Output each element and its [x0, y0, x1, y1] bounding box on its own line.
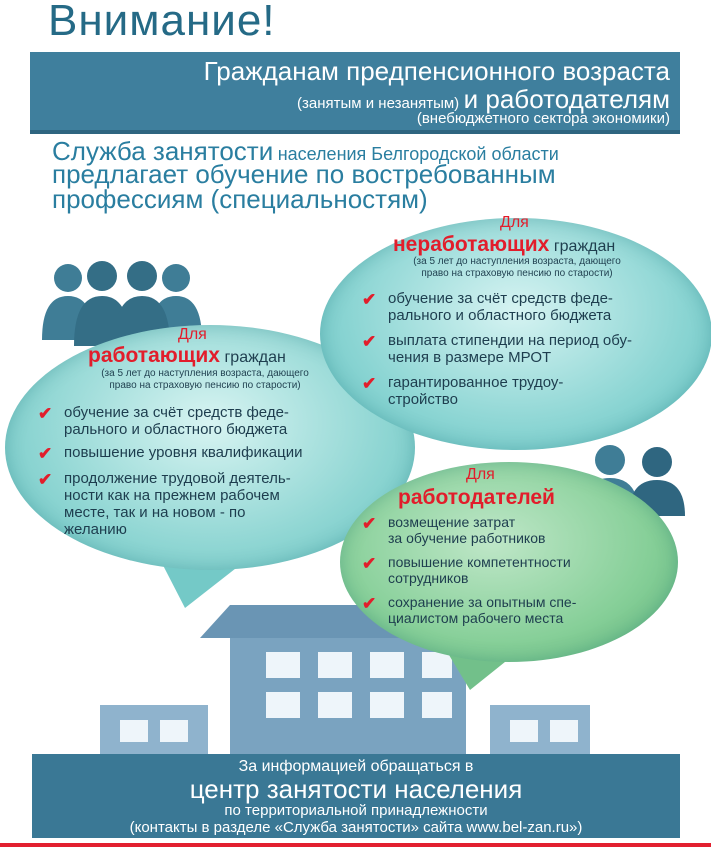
footer-line-4: (контакты в разделе «Служба занятости» сайта www.bel-zan.ru») — [129, 819, 583, 836]
band-line-1: Гражданам предпенсионного возраста — [203, 56, 670, 86]
item-line: циалистом рабочего места — [388, 610, 564, 626]
item-line: стройство — [388, 391, 458, 408]
band-line-2-small: (занятым и незанятым) — [297, 95, 460, 112]
item-line: за обучение работников — [388, 530, 546, 546]
footer-line-3: по территориальной принадлежности — [224, 802, 488, 819]
item-line: обучение за счёт средств феде- — [388, 290, 613, 307]
check-icon: ✔ — [38, 404, 53, 423]
working-note-line-2: право на страховую пенсию по старости) — [109, 380, 301, 391]
page-title: Внимание! — [48, 0, 276, 45]
check-icon: ✔ — [362, 290, 377, 309]
item-line: возмещение затрат — [388, 514, 516, 530]
check-icon: ✔ — [362, 554, 377, 573]
item-line: месте, так и на новом - по — [64, 504, 246, 521]
working-note — [60, 368, 350, 392]
footer-line-2: центр занятости населения — [189, 774, 523, 804]
nonworking-header — [393, 233, 615, 257]
working-citizens: граждан — [224, 349, 286, 366]
check-icon: ✔ — [362, 594, 377, 613]
item-line: сотрудников — [388, 570, 469, 586]
working-note-line-1: (за 5 лет до наступления возраста, дающего — [101, 368, 309, 379]
offer-part-2: населения Белгородской области — [277, 144, 559, 164]
item-line: гарантированное трудоу- — [388, 374, 564, 391]
item-line: повышение уровня квалификации — [64, 444, 303, 461]
nonworking-note — [372, 256, 662, 280]
item-line: желанию — [64, 521, 127, 538]
item-line: повышение компетентности — [388, 554, 571, 570]
working-header — [88, 344, 286, 368]
item-line: чения в размере МРОТ — [388, 349, 552, 366]
footer-band — [32, 754, 680, 838]
nonworking-for-label: Для — [500, 214, 529, 231]
offer-part-1: Служба занятости — [52, 136, 274, 166]
item-line: сохранение за опытным спе- — [388, 594, 577, 610]
band-line-2-big: и работодателям — [463, 84, 670, 114]
employers-for-label: Для — [466, 466, 495, 483]
item-line: обучение за счёт средств феде- — [64, 404, 289, 421]
band-line-3: (внебюджетного сектора экономики) — [416, 110, 670, 127]
item-line: выплата стипендии на период обу- — [388, 332, 633, 349]
working-group: работающих — [88, 344, 220, 367]
check-icon: ✔ — [362, 514, 377, 533]
nonworking-note-line-2: право на страховую пенсию по старости) — [421, 268, 613, 279]
item-line: продолжение трудовой деятель- — [64, 470, 291, 487]
check-icon: ✔ — [38, 444, 53, 463]
nonworking-group: неработающих — [393, 233, 550, 256]
item-line: ности как на прежнем рабочем — [64, 487, 280, 504]
footer-line-1: За информацией обращаться в — [238, 758, 474, 775]
check-icon: ✔ — [362, 332, 377, 351]
check-icon: ✔ — [38, 470, 53, 489]
item-line: рального и областного бюджета — [64, 421, 288, 438]
check-icon: ✔ — [362, 374, 377, 393]
item-line: рального и областного бюджета — [388, 307, 612, 324]
nonworking-citizens: граждан — [553, 238, 616, 255]
red-divider — [0, 843, 711, 847]
offer-line-2: предлагает обучение по востребованным профессиям (специальностям) — [52, 159, 556, 214]
nonworking-note-line-1: (за 5 лет до наступления возраста, дающего — [413, 256, 621, 267]
employers-group: работодателей — [398, 486, 555, 509]
working-for-label: Для — [178, 326, 207, 343]
